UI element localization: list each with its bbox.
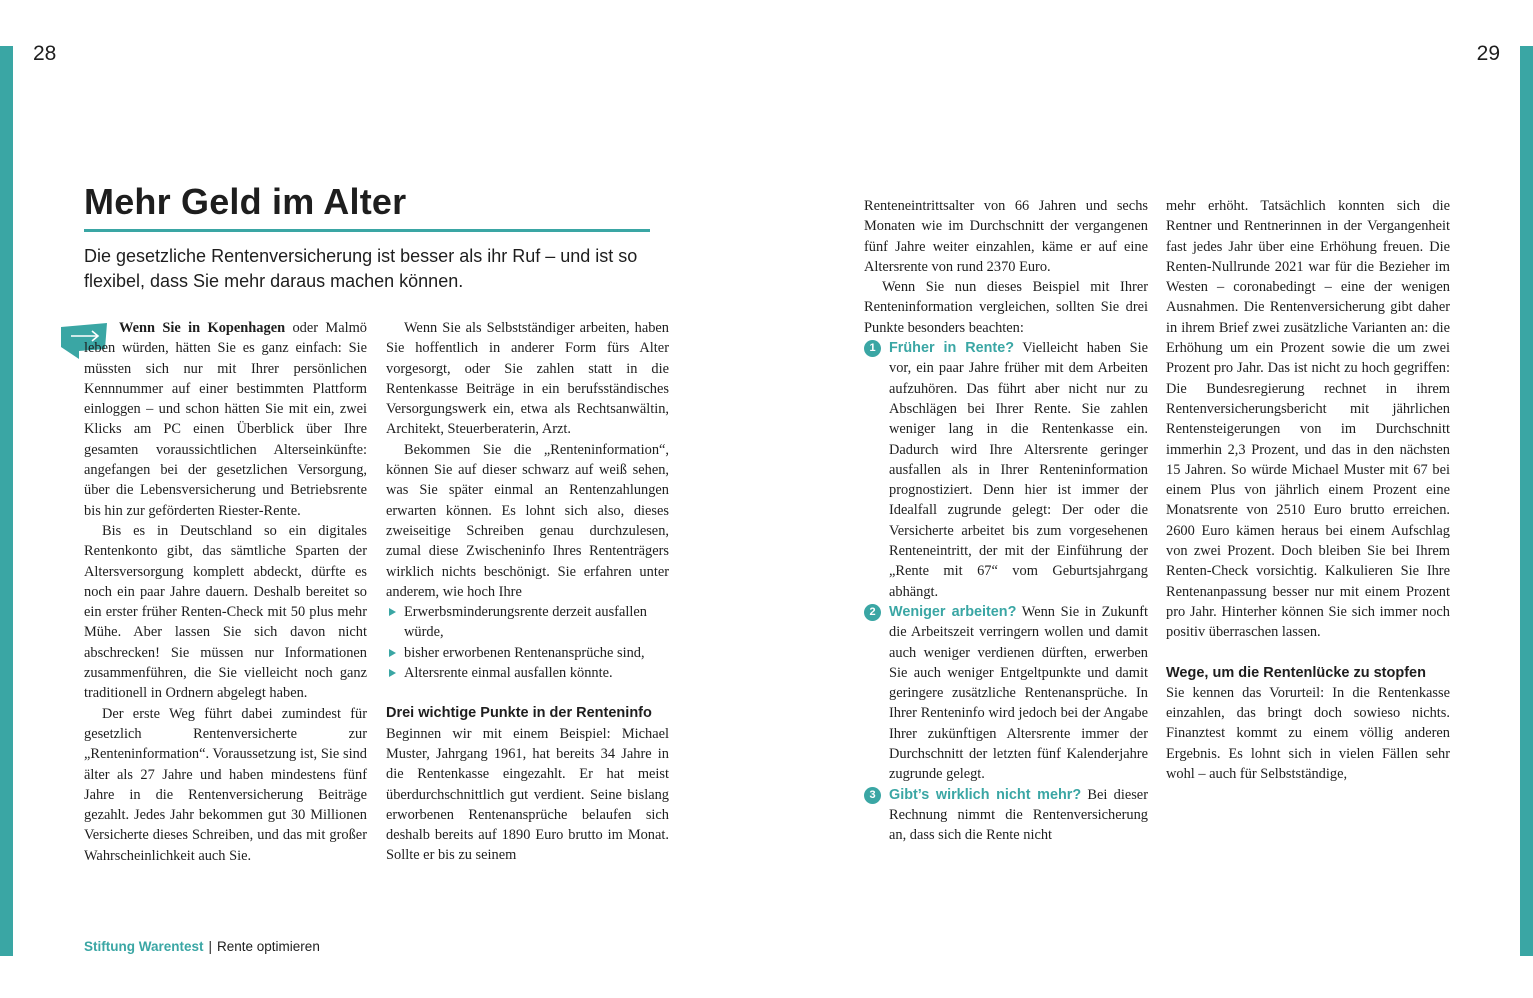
triangle-bullet-icon bbox=[389, 649, 396, 657]
paragraph: mehr erhöht. Tatsächlich konnten sich die Rentner und Rentnerinnen in der Vergangenheit fast jedes Jahr über eine Erhöhung freuen. Die Renten-Nullrunde 2021 war für die Bezieher im Westen – coronabedingt – eine der wenigen Ausnahmen. Die Rentenversicherung gibt daher in ihrem Brief zwei zusätzliche Varianten an: die Erhöhung um ein Prozent sowie die um zwei Prozent pro Jahr. Das ist nicht zu hoch gegriffen: Die Bundesregierung rechnet in ihrem Rentenversicherungsbericht mit jährlichen Rentensteigerungen von im Durchschnitt immerhin 2,3 Prozent, und das in den nächsten 15 Jahren. So würde Michael Muster mit 67 bei einem Plus von jährlich einem Prozent eine Monatsrente von 2510 Euro brutto erreichen. 2600 Euro kämen heraus bei einem Aufschlag von zwei Prozent. Doch bleiben Sie bei Ihrem Renten-Check vorsichtig. Kalkulieren Sie Ihre Rentenanpassung besser nur mit einem Prozent pro Jahr. Hinterher können Sie sich immer noch positiv überraschen lassen. bbox=[1166, 198, 1450, 641]
number-badge: 2 bbox=[864, 604, 881, 621]
title-underline bbox=[84, 229, 650, 232]
paragraph: Wenn Sie nun dieses Beispiel mit Ihrer Renteninformation vergleichen, sollten Sie drei Punkte besonders beachten: bbox=[864, 279, 1148, 336]
text-column-1 bbox=[84, 318, 367, 866]
text-column-4 bbox=[1166, 196, 1450, 784]
footer-book-title: Rente optimieren bbox=[217, 939, 320, 954]
paragraph: Renteneintrittsalter von 66 Jahren und sechs Monaten wie im Durchschnitt der vergangenen fünf Jahre weiter einzahlen, käme er auf eine Altersrente von rund 2370 Euro. bbox=[864, 198, 1148, 275]
paragraph: Wenn Sie als Selbstständiger arbeiten, haben Sie hoffentlich in anderer Form fürs Alter vorgesorgt, oder Sie zahlen statt in die Rentenkasse Beiträge in ein berufsständisches Versorgungswerk ein, etwa als Rechtsanwältin, Architekt, Steuerberaterin, Arzt. bbox=[386, 320, 669, 438]
list-item: Erwerbsminderungsrente derzeit ausfallen würde, bbox=[386, 602, 669, 643]
numbered-point-2: 2 Weniger arbeiten? Wenn Sie in Zukunft die Arbeitszeit verringern wollen und damit auch weniger verdienen dürften, erwerben Sie auch weniger Entgeltpunkte und damit geringere zusätzliche Rentenansprüche. In Ihrer Renteninfo wird jedoch bei der Angabe Ihrer zukünftigen Altersrente immer der Durchschnitt der letzten fünf Kalenderjahre zugrunde gelegt. bbox=[864, 602, 1148, 785]
list-item: bisher erworbenen Rentenansprüche sind, bbox=[386, 643, 669, 663]
list-item: Altersrente einmal ausfallen könnte. bbox=[386, 663, 669, 683]
footer-brand: Stiftung Warentest bbox=[84, 939, 204, 954]
triangle-bullet-icon bbox=[389, 669, 396, 677]
page-footer bbox=[84, 939, 320, 954]
number-badge: 1 bbox=[864, 340, 881, 357]
point-heading: Weniger arbeiten? bbox=[889, 603, 1017, 620]
point-heading: Gibt’s wirklich nicht mehr? bbox=[889, 786, 1082, 803]
number-badge: 3 bbox=[864, 787, 881, 804]
section-heading: Wege, um die Rentenlücke zu stopfen bbox=[1166, 664, 1426, 681]
text-column-2 bbox=[386, 318, 669, 866]
lead-in: Wenn Sie in Kopenhagen bbox=[119, 320, 286, 336]
page-number-right: 29 bbox=[1476, 42, 1500, 65]
paragraph: Sie kennen das Vorurteil: In die Rentenkasse einzahlen, das bringt doch sowieso nichts. Finanztest kommt zu einem völlig anderen Ergebnis. Es lohnt sich in vielen Fällen sehr wohl – auch für Selbstständige, bbox=[1166, 684, 1450, 783]
text-column-3 bbox=[864, 196, 1148, 846]
accent-bar-right bbox=[1520, 46, 1533, 956]
footer-separator: | bbox=[208, 939, 213, 954]
numbered-point-1: 1 Früher in Rente? Vielleicht haben Sie vor, ein paar Jahre früher mit dem Arbeiten aufzuhören. Das führt aber nicht nur zu Abschlägen bei Ihrer Rente. Sie zahlen weniger lang in die Rentenkasse ein. Dadurch wird Ihre Altersrente geringer ausfallen als in Ihrer Renteninformation prognostiziert. Denn hier ist immer der Idealfall zugrunde gelegt: Der oder die Versicherte arbeitet bis zum vorgesehenen Renteneintritt, der mit der Einführung der „Rente mit 67“ vom Geburtsjahrgang abhängt. bbox=[864, 338, 1148, 602]
chapter-title: Mehr Geld im Alter bbox=[84, 181, 407, 222]
paragraph: Beginnen wir mit einem Beispiel: Michael Muster, Jahrgang 1961, hat bereits 34 Jahre in die Rentenkasse eingezahlt. Er hat meist überdurchschnittlich gut verdient. Seine bislang erworbenen Rentenansprüche belaufen sich deshalb bereits auf 1890 Euro brutto im Monat. Sollte er bis zu seinem bbox=[386, 725, 669, 864]
section-heading: Drei wichtige Punkte in der Renteninfo bbox=[386, 705, 652, 722]
paragraph: Der erste Weg führt dabei zumindest für gesetzlich Rentenversicherte zur „Renteninformation“. Voraussetzung ist, Sie sind älter als 27 Jahre und haben mindestens fünf Jahre in die Rentenversicherung Beiträge gezahlt. Jedes Jahr bekommen gut 30 Millionen Versicherte dieses Schreiben, und das mit großer Wahrscheinlichkeit auch Sie. bbox=[84, 705, 367, 864]
paragraph: Wenn Sie in Kopenhagen oder Malmö leben würden, hätten Sie es ganz einfach: Sie müssten sich nur mit Ihrer persönlichen Kennnummer auf einer bestimmten Plattform einloggen – und schon hätten Sie mit ein, zwei Klicks am PC einen Überblick über Ihre gesamten voraussichtlichen Alterseinkünfte: angefangen bei der gesetzlichen Versorgung, über die Lebensversicherung und Betriebsrente bis hin zur geförderten Riester-Rente. bbox=[84, 320, 367, 519]
point-heading: Früher in Rente? bbox=[889, 340, 1015, 357]
bullet-list bbox=[386, 602, 669, 683]
chapter-lead: Die gesetzliche Rentenversicherung ist besser als ihr Ruf – und ist so flexibel, dass Sie mehr daraus machen können. bbox=[84, 246, 638, 291]
paragraph: Bekommen Sie die „Renteninformation“, können Sie auf dieser schwarz auf weiß sehen, was Sie später einmal an Rentenzahlungen erwarten können. Es lohnt sich also, dieses zweiseitige Schreiben genau durchzulesen, zumal diese Zwischeninfo Ihres Rententrägers wirklich nichts beschönigt. Sie erfahren unter anderem, wie hoch Ihre bbox=[386, 441, 669, 600]
accent-bar-left bbox=[0, 46, 13, 956]
page-number-left: 28 bbox=[33, 42, 57, 65]
numbered-point-3: 3 Gibt’s wirklich nicht mehr? Bei dieser Rechnung nimmt die Rentenversicherung an, dass sich die Rente nicht bbox=[864, 785, 1148, 846]
triangle-bullet-icon bbox=[389, 608, 396, 616]
paragraph: Bis es in Deutschland so ein digitales Rentenkonto gibt, das sämtliche Sparten der Altersversorgung komplett abdeckt, dürfte es noch ein paar Jahre dauern. Deshalb bereitet so ein erster früher Renten-Check mit 50 plus mehr Mühe. Aber lassen Sie sich davon nicht abschrecken! Sie müssen nur Informationen zusammenführen, die Sie vielleicht noch ganz traditionell in Ordnern abgelegt haben. bbox=[84, 522, 367, 702]
